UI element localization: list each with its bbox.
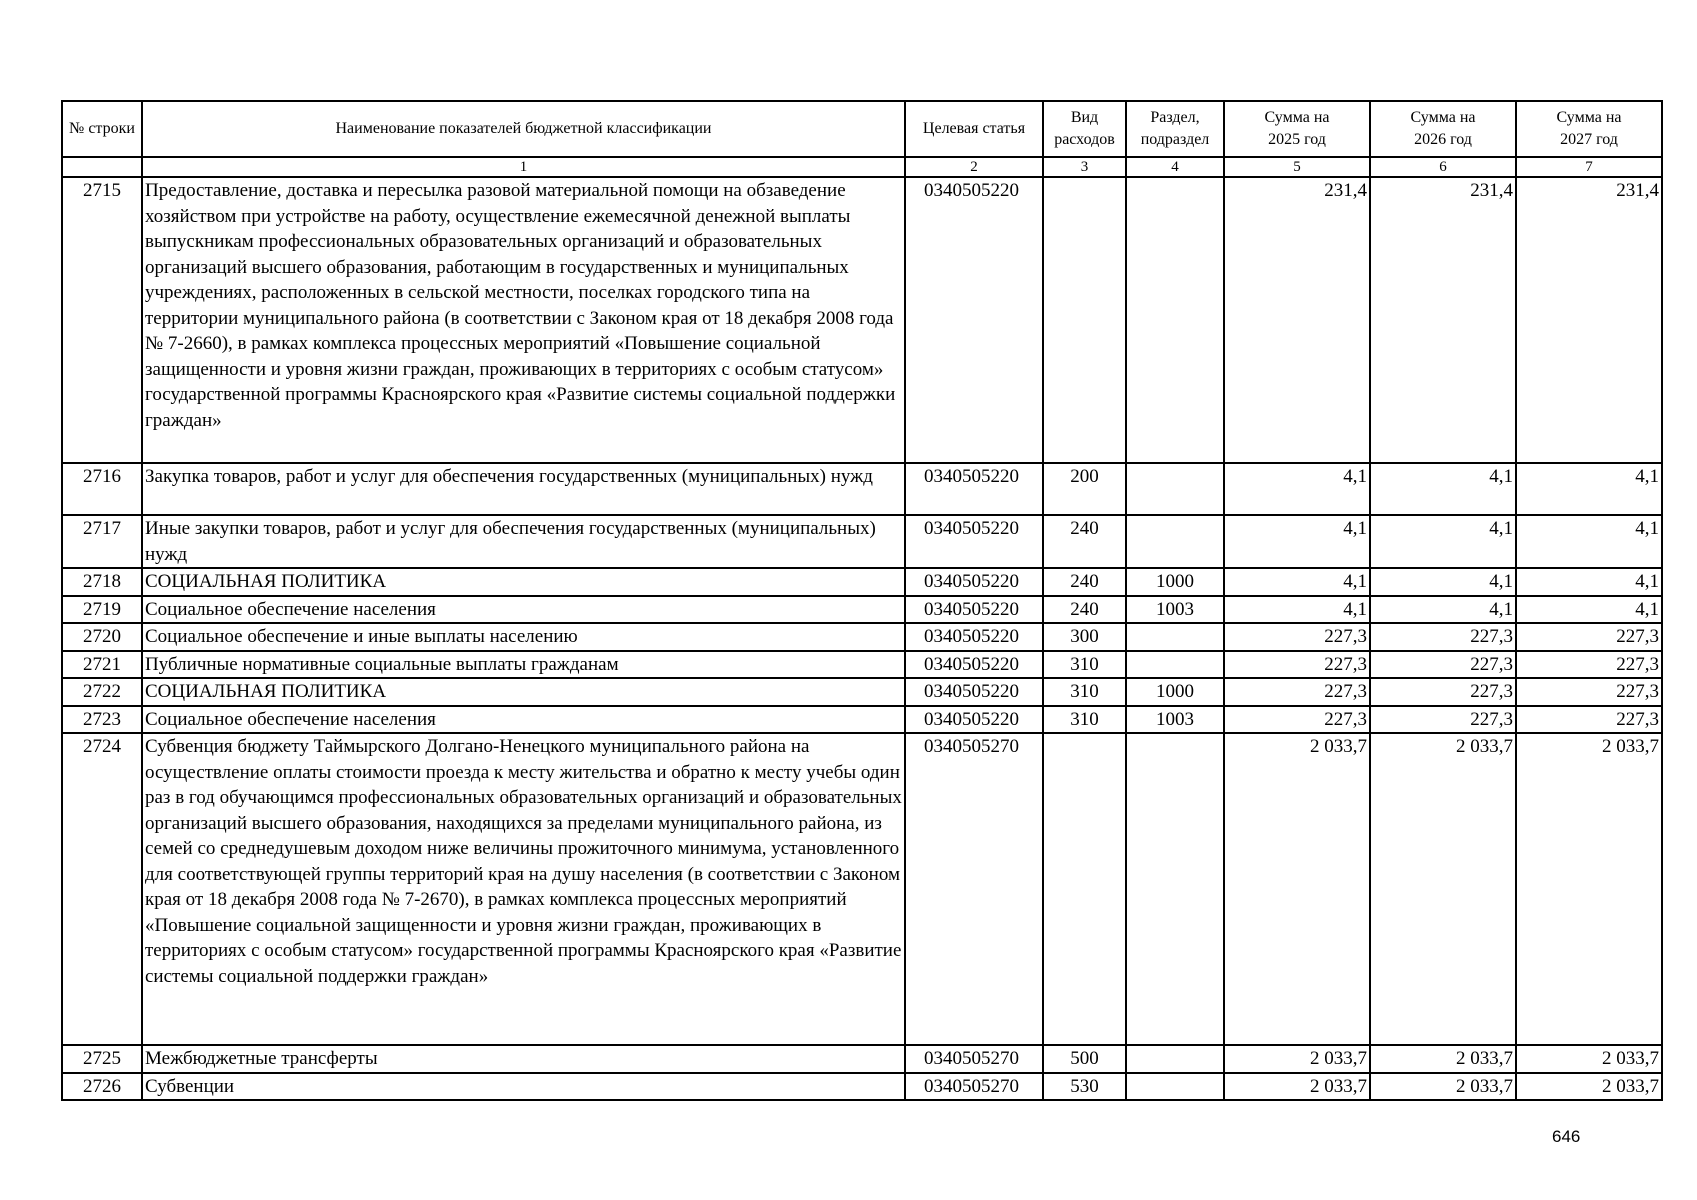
indicator-name-cell: Закупка товаров, работ и услуг для обеспечения государственных (муниципальных) нужд (142, 463, 905, 515)
table-row (62, 733, 1662, 1045)
sum-2027-cell: 231,4 (1516, 177, 1662, 463)
column-number-row (62, 157, 1662, 177)
row-number-cell: 2719 (62, 596, 142, 624)
header-name (142, 101, 905, 157)
sum-2027-cell: 2 033,7 (1516, 1073, 1662, 1101)
header-sum-2027-line1: Сумма на (1556, 109, 1622, 126)
expense-type-cell (1043, 177, 1126, 463)
sum-2026-cell: 2 033,7 (1370, 1073, 1516, 1101)
table-row (62, 515, 1662, 568)
sum-2025-cell: 227,3 (1224, 706, 1370, 734)
row-number-cell: 2717 (62, 515, 142, 568)
indicator-name-cell: Социальное обеспечение и иные выплаты населению (142, 623, 905, 651)
sum-2025-cell: 2 033,7 (1224, 733, 1370, 1045)
sum-2026-cell: 4,1 (1370, 463, 1516, 515)
header-row-no-text: № строки (69, 120, 135, 137)
indicator-name-cell: СОЦИАЛЬНАЯ ПОЛИТИКА (142, 568, 905, 596)
sum-2025-cell: 2 033,7 (1224, 1073, 1370, 1101)
table-row (62, 463, 1662, 515)
sum-2026-cell: 4,1 (1370, 515, 1516, 568)
column-number-3: 3 (1043, 157, 1126, 177)
sum-2025-cell: 4,1 (1224, 568, 1370, 596)
indicator-name-cell: Субвенция бюджету Таймырского Долгано-Ненецкого муниципального района на осуществление оплаты стоимости проезда к месту жительства и обратно к месту учебы один раз в год обучающимся профессиональных образовательных организаций и образовательных организаций высшего образования, находящихся за пределами муниципального района, из семей со среднедушевым доходом ниже величины прожиточного минимума, установленного для соответствующей группы территорий края на душу населения (в соответствии с Законом края от 18 декабря 2008 года № 7-2670), в рамках комплекса процессных мероприятий «Повышение социальной защищенности и уровня жизни граждан, проживающих в территориях с особым статусом» государственной программы Красноярского края «Развитие системы социальной поддержки граждан» (142, 733, 905, 1045)
sum-2025-cell: 2 033,7 (1224, 1045, 1370, 1073)
target-article-cell: 0340505270 (905, 1045, 1043, 1073)
table-row (62, 1073, 1662, 1101)
sum-2026-cell: 227,3 (1370, 678, 1516, 706)
indicator-name-cell: Публичные нормативные социальные выплаты гражданам (142, 651, 905, 679)
row-number-cell: 2722 (62, 678, 142, 706)
indicator-name-cell: Субвенции (142, 1073, 905, 1101)
header-sum-2027 (1516, 101, 1662, 157)
sum-2025-cell: 227,3 (1224, 678, 1370, 706)
row-number-cell: 2715 (62, 177, 142, 463)
row-number-cell: 2724 (62, 733, 142, 1045)
sum-2026-cell: 2 033,7 (1370, 733, 1516, 1045)
sum-2025-cell: 227,3 (1224, 651, 1370, 679)
header-type-line2: расходов (1054, 131, 1115, 148)
header-target (905, 101, 1043, 157)
table-row (62, 623, 1662, 651)
table-row (62, 177, 1662, 463)
expense-type-cell: 200 (1043, 463, 1126, 515)
indicator-name-cell: Межбюджетные трансферты (142, 1045, 905, 1073)
indicator-name-cell: СОЦИАЛЬНАЯ ПОЛИТИКА (142, 678, 905, 706)
expense-type-cell: 300 (1043, 623, 1126, 651)
expense-type-cell: 310 (1043, 651, 1126, 679)
sum-2026-cell: 2 033,7 (1370, 1045, 1516, 1073)
sum-2026-cell: 4,1 (1370, 596, 1516, 624)
expense-type-cell: 240 (1043, 568, 1126, 596)
table-row (62, 651, 1662, 679)
sum-2027-cell: 4,1 (1516, 463, 1662, 515)
section-subsection-cell (1126, 651, 1224, 679)
sum-2025-cell: 4,1 (1224, 596, 1370, 624)
target-article-cell: 0340505220 (905, 623, 1043, 651)
sum-2025-cell: 227,3 (1224, 623, 1370, 651)
expense-type-cell (1043, 733, 1126, 1045)
section-subsection-cell: 1003 (1126, 706, 1224, 734)
sum-2025-cell: 4,1 (1224, 463, 1370, 515)
sum-2027-cell: 4,1 (1516, 596, 1662, 624)
row-number-cell: 2726 (62, 1073, 142, 1101)
target-article-cell: 0340505220 (905, 706, 1043, 734)
sum-2027-cell: 4,1 (1516, 568, 1662, 596)
header-section (1126, 101, 1224, 157)
row-number-cell: 2716 (62, 463, 142, 515)
column-number-2: 2 (905, 157, 1043, 177)
indicator-name-cell: Иные закупки товаров, работ и услуг для обеспечения государственных (муниципальных) нужд (142, 515, 905, 568)
section-subsection-cell (1126, 1073, 1224, 1101)
section-subsection-cell: 1000 (1126, 678, 1224, 706)
target-article-cell: 0340505220 (905, 568, 1043, 596)
expense-type-cell: 530 (1043, 1073, 1126, 1101)
row-number-cell: 2723 (62, 706, 142, 734)
target-article-cell: 0340505220 (905, 463, 1043, 515)
row-number-cell: 2720 (62, 623, 142, 651)
section-subsection-cell (1126, 177, 1224, 463)
page-number: 646 (1552, 1127, 1581, 1146)
target-article-cell: 0340505270 (905, 1073, 1043, 1101)
sum-2027-cell: 227,3 (1516, 623, 1662, 651)
section-subsection-cell (1126, 733, 1224, 1045)
section-subsection-cell (1126, 1045, 1224, 1073)
expense-type-cell: 310 (1043, 706, 1126, 734)
header-sum-2026-line2: 2026 год (1414, 131, 1472, 148)
row-number-cell: 2725 (62, 1045, 142, 1073)
target-article-cell: 0340505220 (905, 678, 1043, 706)
budget-table (61, 100, 1663, 1101)
sum-2026-cell: 227,3 (1370, 651, 1516, 679)
table-row (62, 1045, 1662, 1073)
column-number-7: 7 (1516, 157, 1662, 177)
section-subsection-cell (1126, 515, 1224, 568)
table-row (62, 596, 1662, 624)
indicator-name-cell: Социальное обеспечение населения (142, 596, 905, 624)
table-row (62, 678, 1662, 706)
target-article-cell: 0340505270 (905, 733, 1043, 1045)
header-row (62, 101, 1662, 157)
header-sum-2026 (1370, 101, 1516, 157)
expense-type-cell: 500 (1043, 1045, 1126, 1073)
row-number-cell: 2718 (62, 568, 142, 596)
header-sum-2026-line1: Сумма на (1410, 109, 1476, 126)
section-subsection-cell: 1003 (1126, 596, 1224, 624)
header-type (1043, 101, 1126, 157)
section-subsection-cell: 1000 (1126, 568, 1224, 596)
sum-2026-cell: 227,3 (1370, 706, 1516, 734)
header-target-text: Целевая статья (922, 120, 1026, 137)
table-row (62, 568, 1662, 596)
header-type-line1: Вид (1070, 109, 1099, 126)
header-sum-2025-line2: 2025 год (1268, 131, 1326, 148)
target-article-cell: 0340505220 (905, 515, 1043, 568)
target-article-cell: 0340505220 (905, 596, 1043, 624)
indicator-name-cell: Предоставление, доставка и пересылка разовой материальной помощи на обзаведение хозяйством при устройстве на работу, осуществление ежемесячной денежной выплаты выпускникам профессиональных образовательных организаций и образовательных организаций высшего образования, работающим в государственных и муниципальных учреждениях, расположенных в сельской местности, поселках городского типа на территории муниципального района (в соответствии с Законом края от 18 декабря 2008 года № 7-2660), в рамках комплекса процессных мероприятий «Повышение социальной защищенности и уровня жизни граждан, проживающих в территориях с особым статусом» государственной программы Красноярского края «Развитие системы социальной поддержки граждан» (142, 177, 905, 463)
column-number-5: 5 (1224, 157, 1370, 177)
sum-2027-cell: 227,3 (1516, 651, 1662, 679)
sum-2026-cell: 227,3 (1370, 623, 1516, 651)
sum-2027-cell: 2 033,7 (1516, 1045, 1662, 1073)
sum-2027-cell: 227,3 (1516, 706, 1662, 734)
sum-2025-cell: 231,4 (1224, 177, 1370, 463)
expense-type-cell: 310 (1043, 678, 1126, 706)
header-section-line1: Раздел, (1150, 109, 1200, 126)
sum-2027-cell: 4,1 (1516, 515, 1662, 568)
expense-type-cell: 240 (1043, 515, 1126, 568)
header-sum-2025 (1224, 101, 1370, 157)
header-row-no (62, 101, 142, 157)
expense-type-cell: 240 (1043, 596, 1126, 624)
indicator-name-cell: Социальное обеспечение населения (142, 706, 905, 734)
column-number-4: 4 (1126, 157, 1224, 177)
sum-2027-cell: 2 033,7 (1516, 733, 1662, 1045)
row-number-cell: 2721 (62, 651, 142, 679)
column-number-1: 1 (142, 157, 905, 177)
section-subsection-cell (1126, 623, 1224, 651)
sum-2027-cell: 227,3 (1516, 678, 1662, 706)
sum-2026-cell: 231,4 (1370, 177, 1516, 463)
sum-2026-cell: 4,1 (1370, 568, 1516, 596)
target-article-cell: 0340505220 (905, 651, 1043, 679)
header-section-line2: подраздел (1140, 131, 1210, 148)
header-name-text: Наименование показателей бюджетной классификации (335, 120, 712, 137)
target-article-cell: 0340505220 (905, 177, 1043, 463)
header-sum-2027-line2: 2027 год (1560, 131, 1618, 148)
header-sum-2025-line1: Сумма на (1264, 109, 1330, 126)
column-number-blank (62, 157, 142, 177)
section-subsection-cell (1126, 463, 1224, 515)
table-row (62, 706, 1662, 734)
column-number-6: 6 (1370, 157, 1516, 177)
sum-2025-cell: 4,1 (1224, 515, 1370, 568)
